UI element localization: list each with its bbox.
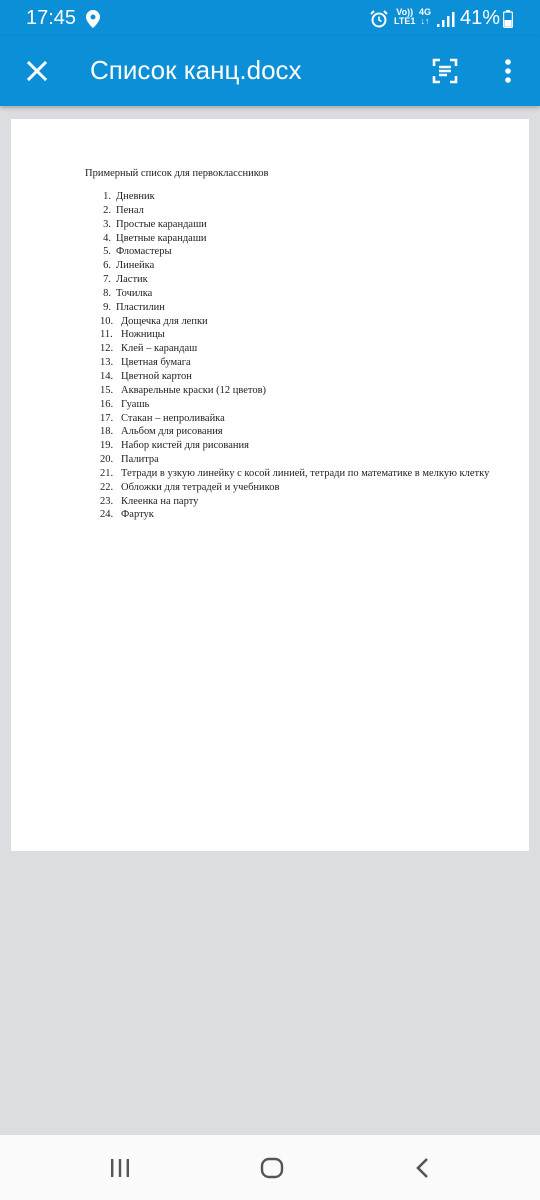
list-item-number: 16. [100,398,114,410]
list-item-number: 5. [103,246,111,258]
list-item-text: Клей – карандаш [121,343,198,355]
list-item-number: 4. [103,232,111,244]
list-item-text: Акварельные краски (12 цветов) [121,384,267,396]
list-item [85,481,489,495]
list-item-number: 3. [103,218,111,230]
list-item [85,287,489,301]
list-item-text: Палитра [121,454,159,466]
list-item-number: 9. [103,301,111,313]
list-item-number: 17. [100,412,114,424]
list-item [85,204,489,218]
text-scan-icon[interactable] [430,56,460,86]
document-title: Список канц.docx [90,55,302,85]
list-item-number: 1. [103,191,111,202]
list-item-number: 21. [100,467,114,479]
list-item-text: Фартук [121,509,154,521]
list-item-number: 8. [103,287,111,299]
list-item [85,328,489,342]
list-item [85,356,489,370]
list-item-number: 2. [103,204,111,216]
list-item-text: Цветная бумага [121,357,191,369]
list-item-text: Дощечка для лепки [121,315,208,327]
battery-icon [503,10,513,28]
list-item [85,467,489,481]
list-item-text: Обложки для тетрадей и учебников [121,481,280,493]
back-icon[interactable] [413,1157,431,1179]
list-item [85,508,489,522]
app-bar [0,36,540,106]
list-item-text: Пластилин [116,301,165,313]
list-item-number: 15. [100,384,114,396]
list-item-number: 22. [100,481,114,493]
list-item [85,315,489,329]
battery-percent: 41% [460,7,501,29]
document-list [85,190,489,522]
list-item-text: Цветной картон [121,370,192,382]
list-item-text: Стакан – непроливайка [121,412,225,424]
data-bottom: ↓↑ [420,16,430,26]
list-item-text: Альбом для рисования [121,426,223,438]
list-item [85,342,489,356]
list-item [85,425,489,439]
list-item-text: Ластик [116,274,148,286]
list-item-text: Цветные карандаши [116,232,207,244]
list-item [85,301,489,315]
status-bar [0,0,540,36]
list-item-text: Дневник [116,191,155,202]
list-item [85,190,489,204]
list-item [85,398,489,412]
more-vert-icon[interactable] [497,56,519,86]
volte-bottom: LTE1 [394,16,416,26]
list-item [85,495,489,509]
alarm-icon [370,10,388,28]
list-item-text: Пенал [116,204,144,216]
list-item [85,439,489,453]
list-item-text: Набор кистей для рисования [121,440,249,452]
document-page[interactable] [11,119,529,851]
list-item-text: Простые карандаши [116,218,207,230]
list-item [85,370,489,384]
document-heading: Примерный список для первоклассников [85,168,269,179]
list-item-number: 12. [100,343,114,355]
list-item [85,384,489,398]
home-icon[interactable] [260,1157,284,1179]
close-icon[interactable] [22,56,52,86]
list-item-number: 7. [103,274,111,286]
list-item-number: 6. [103,260,111,272]
list-item [85,232,489,246]
recent-apps-icon[interactable] [109,1158,131,1178]
list-item-text: Тетради в узкую линейку с косой линией, тетради по математике в мелкую клетку [121,467,490,479]
location-icon [86,10,100,28]
signal-icon [436,11,456,27]
volte-indicator [394,8,415,26]
data-indicator [419,8,431,26]
list-item-number: 11. [100,329,113,341]
list-item [85,453,489,467]
list-item-text: Линейка [116,260,155,272]
list-item-number: 20. [100,454,114,466]
list-item-number: 13. [100,357,114,369]
list-item [85,273,489,287]
list-item-text: Точилка [116,287,153,299]
list-item-number: 19. [100,440,114,452]
list-item-number: 10. [100,315,114,327]
list-item-number: 24. [100,509,114,521]
list-item-number: 14. [100,370,114,382]
list-item-text: Клеенка на парту [121,495,199,507]
list-item-number: 23. [100,495,114,507]
status-time: 17:45 [26,7,77,29]
list-item [85,245,489,259]
list-item-text: Ножницы [121,329,165,341]
list-item-number: 18. [100,426,114,438]
list-item-text: Фломастеры [116,246,172,258]
navigation-bar [0,1135,540,1200]
list-item-text: Гуашь [121,398,150,410]
list-item [85,259,489,273]
data-top: 4G [419,7,432,17]
volte-top: Vo)) [396,7,414,17]
list-item [85,218,489,232]
list-item [85,412,489,426]
